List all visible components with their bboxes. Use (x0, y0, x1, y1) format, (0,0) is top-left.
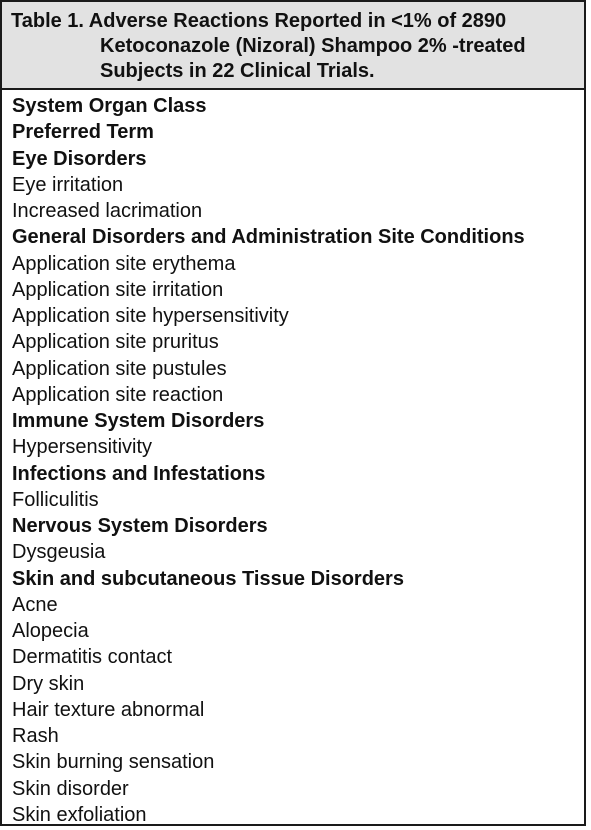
table-row: Increased lacrimation (12, 200, 203, 222)
table-row: Alopecia (12, 620, 89, 642)
table-row: Application site erythema (12, 252, 236, 275)
table-row: Application site pruritus (12, 331, 219, 354)
table-row: Dermatitis contact (12, 646, 173, 669)
table-row: Acne (12, 593, 58, 616)
table-body (2, 90, 584, 828)
table-row: Application site hypersensitivity (12, 305, 289, 327)
table-row: Application site reaction (12, 383, 224, 406)
category-heading-row: Nervous System Disorders (12, 515, 268, 537)
caption-line-1: Table 1. Adverse Reactions Reported in <1% of 2890 (11, 10, 507, 32)
category-heading-row: Skin and subcutaneous Tissue Disorders (12, 567, 404, 590)
table-row: Hair texture abnormal (12, 698, 205, 721)
table-row: Eye irritation (12, 173, 124, 196)
table-row: Folliculitis (12, 488, 99, 511)
category-heading-row: Eye Disorders (12, 147, 147, 170)
caption-line-3: Subjects in 22 Clinical Trials. (100, 60, 375, 82)
table-row: Skin exfoliation (12, 803, 147, 826)
table-caption (2, 2, 584, 90)
caption-line-2: Ketoconazole (Nizoral) Shampoo 2% -treated (100, 35, 526, 57)
table-row: Skin burning sensation (12, 751, 215, 774)
table-row: Rash (12, 725, 59, 747)
table-row: Hypersensitivity (12, 436, 153, 459)
category-heading-row: General Disorders and Administration Site Conditions (12, 226, 525, 249)
table-row: Application site irritation (12, 278, 224, 301)
table-row: Skin disorder (12, 777, 129, 800)
category-heading-row: Preferred Term (12, 121, 154, 144)
category-heading-row: System Organ Class (12, 95, 207, 117)
table-row: Application site pustules (12, 357, 227, 380)
table-row: Dry skin (12, 672, 85, 695)
category-heading-row: Immune System Disorders (12, 410, 265, 432)
category-heading-row: Infections and Infestations (12, 462, 266, 485)
table-row: Dysgeusia (12, 541, 106, 564)
